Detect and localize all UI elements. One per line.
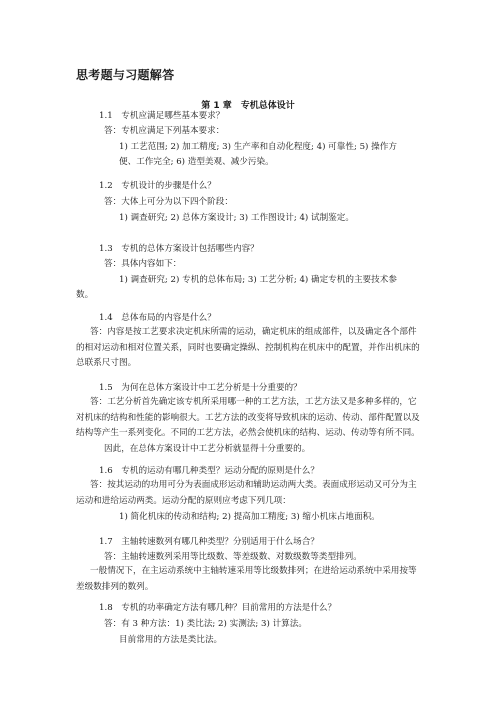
answer-1-2-list: 1) 调查研究; 2) 总体方案设计; 3) 工作图设计; 4) 试制鉴定。 (119, 213, 354, 223)
question-1-8: 1.8 专机的功率确定方法有哪几种？目前常用的方法是什么？ (99, 603, 337, 613)
answer-1-7-intro: 答：主轴转速数列采用等比级数、等差级数、对数级数等类型排列。 (104, 552, 362, 562)
answer-1-5-conclusion: 因此，在总体方案设计中工艺分析就显得十分重要的。 (104, 444, 311, 454)
document-title: 思考题与习题解答 (76, 68, 175, 82)
answer-1-1-list-line-2: 便、工作完全; 6) 造型美观、减少污染。 (119, 157, 274, 167)
answer-1-6-list: 1) 简化机床的传动和结构; 2) 提高加工精度; 3) 缩小机床占地面积。 (119, 512, 380, 522)
answer-1-8-conclusion: 目前常用的方法是类比法。 (119, 635, 223, 645)
answer-1-6: 答：按其运动的功用可分为表面成形运动和辅助运动两大类。表面成形运动又可分为主运动和进给运动两类。运动分配的原则应考虑下列几项： (76, 480, 417, 506)
question-1-1: 1.1 专机应满足哪些基本要求？ (99, 111, 225, 121)
answer-1-2-intro: 答：大体上可分为以下四个阶段： (104, 197, 233, 207)
answer-1-1-list-line-1: 1) 工艺范围; 2) 加工精度; 3) 生产率和自动化程度; 4) 可靠性; 5) 操作方 (119, 142, 397, 152)
answer-1-3-list-line-2: 数。 (76, 290, 94, 300)
answer-1-3-list-line-1: 1) 调查研究; 2) 专机的总体布局; 3) 工艺分析; 4) 确定专机的主要技术参 (119, 275, 397, 285)
answer-1-7-detail: 一般情况下，在主运动系统中主轴转速采用等比级数排列；在进给运动系统中采用按等差级数排列的数列。 (76, 566, 417, 592)
question-1-6: 1.6 专机的运动有哪几种类型？运动分配的原则是什么？ (99, 466, 319, 476)
chapter-heading: 第 1 章 专机总体设计 (201, 101, 295, 111)
question-1-4: 1.4 总体布局的内容是什么？ (99, 313, 216, 323)
answer-1-8-intro: 答：有 3 种方法：1) 类比法; 2) 实测法; 3) 计算法。 (104, 619, 307, 629)
answer-1-5: 答：工艺分析首先确定该专机所采用哪一种的工艺方法，工艺方法又是多种多样的，它对机床的结构和性能的影响很大。工艺方法的改变将导致机床的运动、传动、部件配置以及结构等产生一系列变化。不同的工艺方法，必然会使机床的结构、运动、传动等有所不同。 (76, 397, 420, 438)
question-1-5: 1.5 为何在总体方案设计中工艺分析是十分重要的？ (99, 383, 302, 393)
question-1-3: 1.3 专机的总体方案设计包括哪些内容？ (99, 244, 259, 254)
answer-1-1-intro: 答：专机应满足下列基本要求： (104, 126, 225, 136)
answer-1-3-intro: 答：具体内容如下： (104, 259, 182, 269)
answer-1-4: 答：内容是按工艺要求决定机床所需的运动，确定机床的组成部件，以及确定各个部件的相对运动和相对位置关系，同时也要确定操纵、控制机构在机床中的配置，并作出机床的总联系尺寸图。 (76, 327, 420, 368)
question-1-7: 1.7 主轴转速数列有哪几种类型？分别适用于什么场合？ (99, 537, 319, 547)
question-1-2: 1.2 专机设计的步骤是什么？ (99, 181, 216, 191)
